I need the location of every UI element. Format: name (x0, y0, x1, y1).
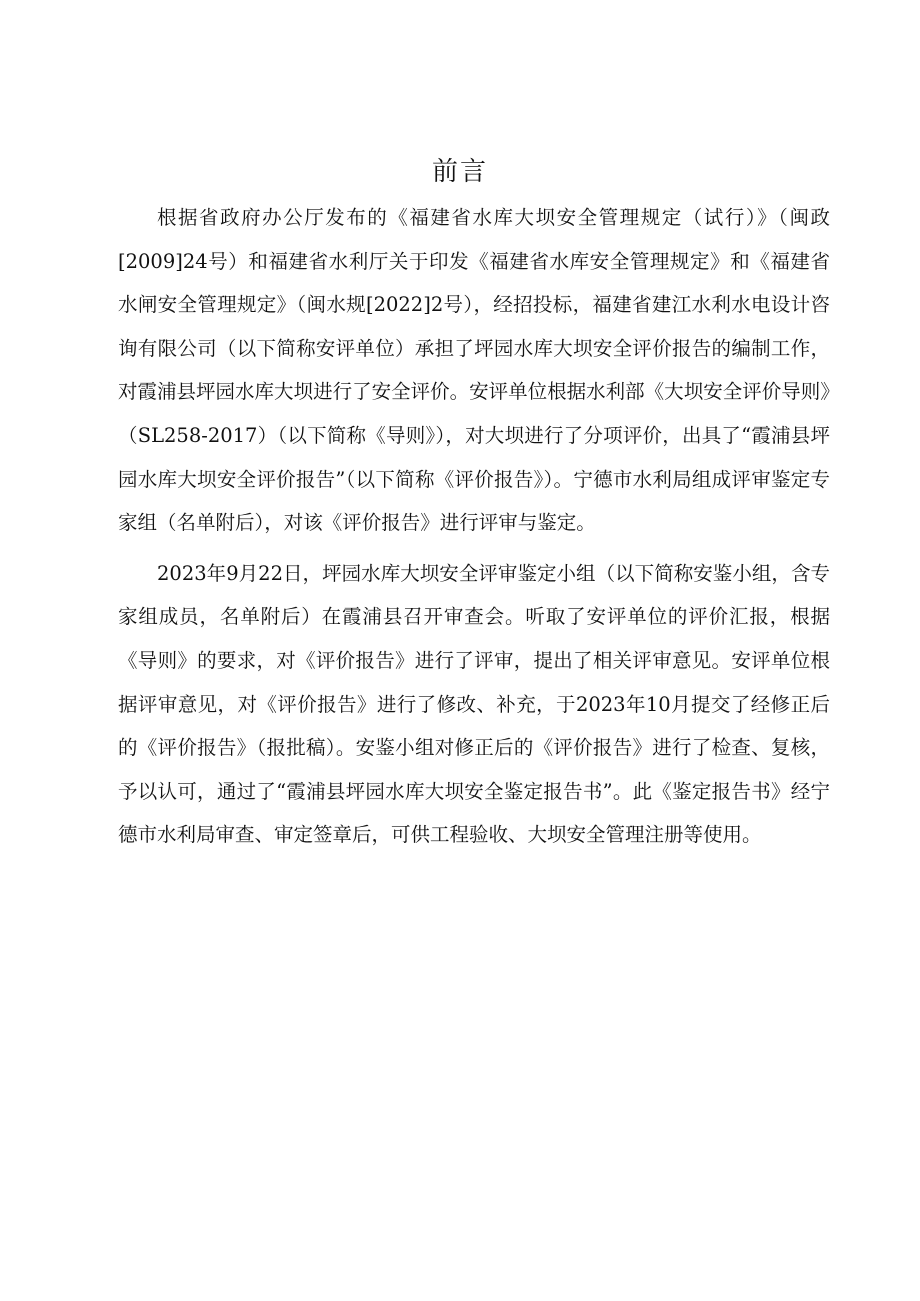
page-title: 前言 (431, 157, 488, 187)
document-body (118, 196, 830, 857)
paragraph-intro: 根据省政府办公厅发布的《福建省水库大坝安全管理规定（试行）》（闽政[2009]24号）和福建省水利厅关于印发《福建省水库安全管理规定》和《福建省水闸安全管理规定》（闽水规[2022]2号），经招投标，福建省建江水利水电设计咨询有限公司（以下简称安评单位）承担了坪园水库大坝安全评价报告的编制工作，对霞浦县坪园水库大坝进行了安全评价。安评单位根据水利部《大坝安全评价导则》（SL258-2017）（以下简称《导则》），对大坝进行了分项评价，出具了“霞浦县坪园水库大坝安全评价报告”（以下简称《评价报告》）。宁德市水利局组成评审鉴定专家组（名单附后），对该《评价报告》进行评审与鉴定。 (118, 206, 830, 535)
paragraph-review: 2023年9月22日，坪园水库大坝安全评审鉴定小组（以下简称安鉴小组，含专家组成员，名单附后）在霞浦县召开审查会。听取了安评单位的评价汇报，根据《导则》的要求，对《评价报告》进行了评审，提出了相关评审意见。安评单位根据评审意见，对《评价报告》进行了修改、补充，于2023年10月提交了经修正后的《评价报告》（报批稿）。安鉴小组对修正后的《评价报告》进行了检查、复核，予以认可，通过了“霞浦县坪园水库大坝安全鉴定报告书”。此《鉴定报告书》经宁德市水利局审查、审定签章后，可供工程验收、大坝安全管理注册等使用。 (118, 561, 830, 847)
